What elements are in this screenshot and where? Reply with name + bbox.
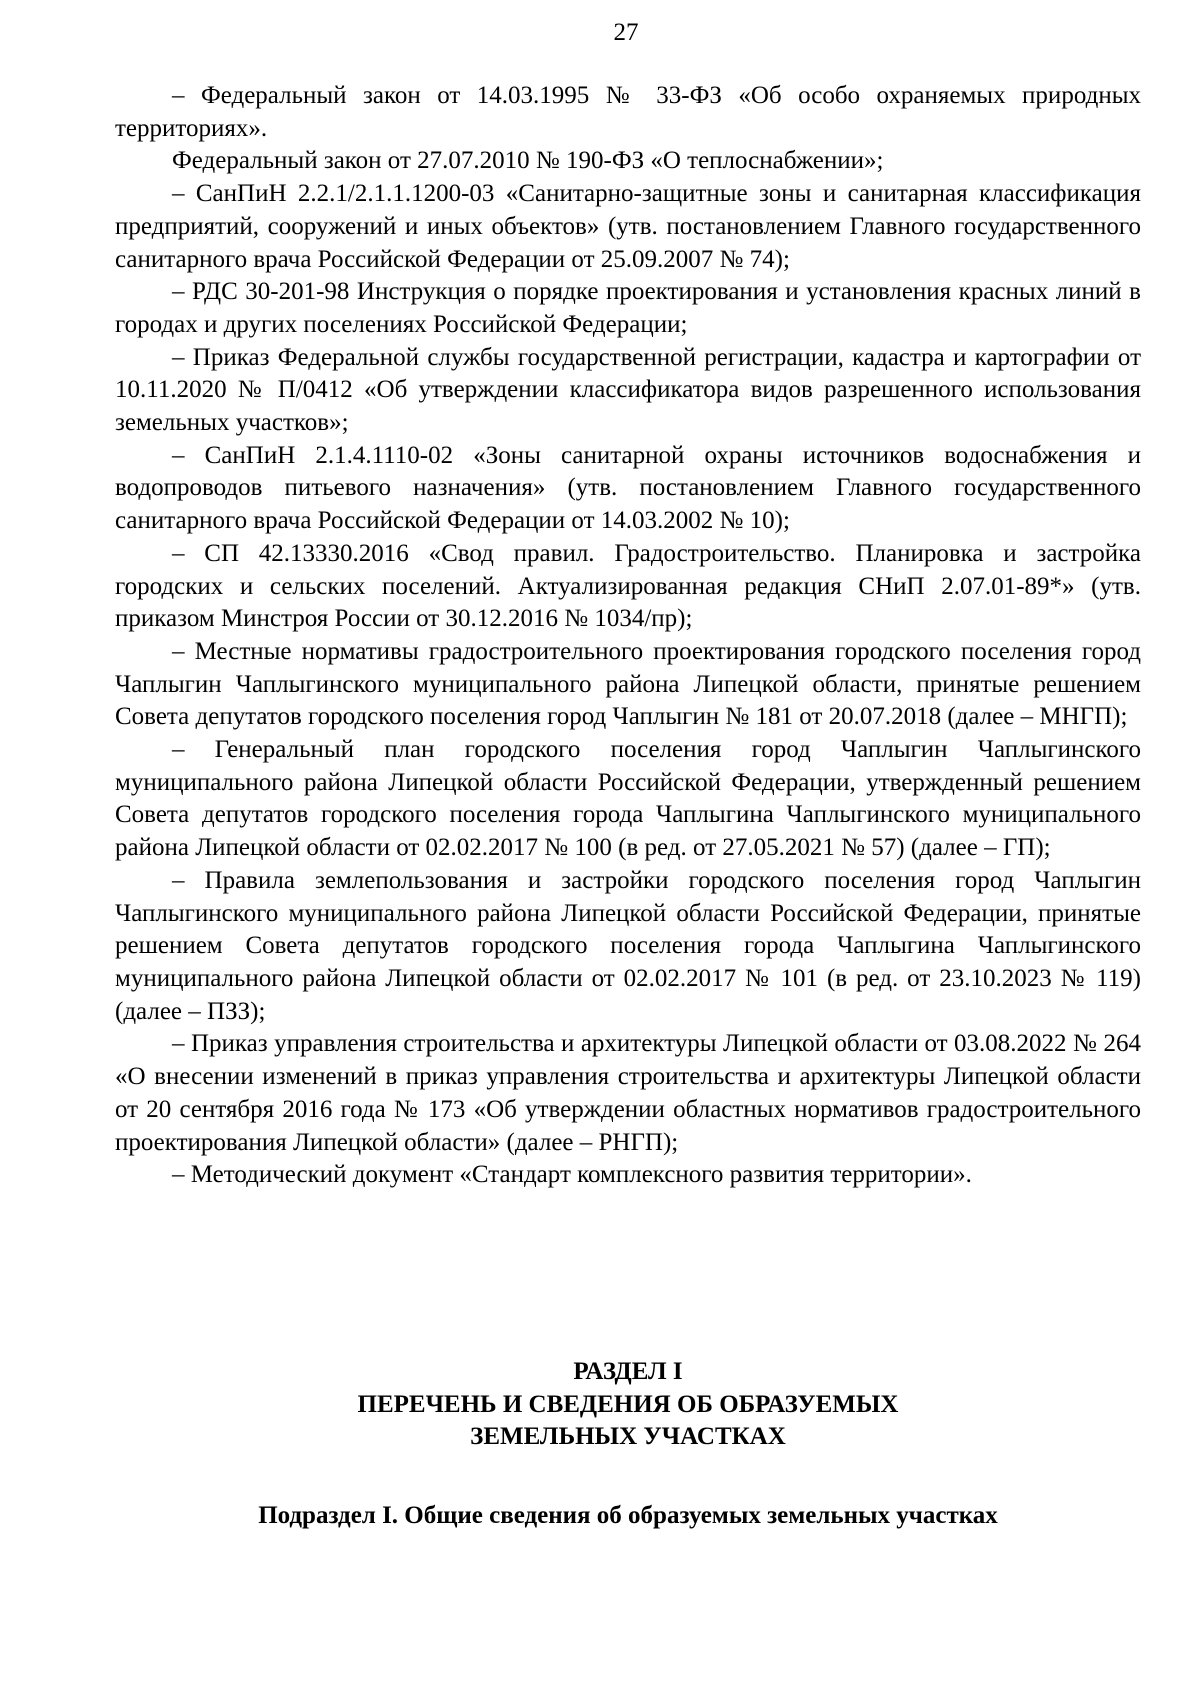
paragraph-mngp: – Местные нормативы градостроительного проектирования городского поселения город Чаплыгин Чаплыгинского муниципального района Липецкой области, принятые решением Совета депутатов городского поселения город Чаплыгин № 181 от 20.07.2018 (далее – МНГП);	[115, 637, 1141, 731]
paragraph-sp-42-13330: – СП 42.13330.2016 «Свод правил. Градостроительство. Планировка и застройка городских и сельских поселений. Актуализированная редакция СНиП 2.07.01-89*» (утв. приказом Минстроя России от 30.12.2016 № 1034/пр);	[115, 539, 1141, 633]
paragraph-pzz: – Правила землепользования и застройки городского поселения город Чаплыгин Чаплыгинского муниципального района Липецкой области Российской Федерации, принятые решением Совета депутатов городского поселения города Чаплыгина Чаплыгинского муниципального района Липецкой области от 02.02.2017 № 101 (в ред. от 23.10.2023 № 119) (далее – ПЗЗ);	[115, 866, 1141, 1025]
section-title-line-2: ПЕРЕЧЕНЬ И СВЕДЕНИЯ ОБ ОБРАЗУЕМЫХ	[357, 1390, 899, 1418]
paragraph-sanpin-1110-02: – СанПиН 2.1.4.1110-02 «Зоны санитарной охраны источников водоснабжения и водопроводов питьевого назначения» (утв. постановлением Главного государственного санитарного врача Российской Федерации от 14.03.2002 № 10);	[115, 441, 1141, 535]
paragraph-federal-law-190fz: Федеральный закон от 27.07.2010 № 190-ФЗ «О теплоснабжении»;	[172, 147, 884, 175]
paragraph-sanpin-1200-03: – СанПиН 2.2.1/2.1.1.1200-03 «Санитарно-защитные зоны и санитарная классификация предприятий, сооружений и иных объектов» (утв. постановлением Главного государственного санитарного врача Российской Федерации от 25.09.2007 № 74);	[115, 180, 1141, 273]
paragraph-general-plan: – Генеральный план городского поселения город Чаплыгин Чаплыгинского муниципального района Липецкой области Российской Федерации, утвержденный решением Совета депутатов городского поселения города Чаплыгина Чаплыгинского муниципального района Липецкой области от 02.02.2017 № 100 (в ред. от 27.05.2021 № 57) (далее – ГП);	[115, 736, 1141, 862]
paragraph-rds-30-201-98: – РДС 30-201-98 Инструкция о порядке проектирования и установления красных линий в городах и других поселениях Российской Федерации;	[115, 278, 1141, 338]
paragraph-federal-law-33fz: – Федеральный закон от 14.03.1995 № 33-ФЗ «Об особо охраняемых природных территориях».	[115, 82, 1141, 142]
paragraph-krt-standard: – Методический документ «Стандарт комплексного развития территории».	[172, 1161, 972, 1189]
subsection-heading: Подраздел I. Общие сведения об образуемых земельных участках	[258, 1502, 998, 1529]
page-number: 27	[613, 19, 639, 46]
paragraph-rngp: – Приказ управления строительства и архитектуры Липецкой области от 03.08.2022 № 264 «О внесении изменений в приказ управления строительства и архитектуры Липецкой области от 20 сентября 2016 года № 173 «Об утверждении областных нормативов градостроительного проектирования Липецкой области» (далее – РНГП);	[115, 1030, 1141, 1156]
section-heading	[115, 1356, 1141, 1454]
paragraph-rosreestr-order: – Приказ Федеральной службы государственной регистрации, кадастра и картографии от 10.11.2020 № П/0412 «Об утверждении классификатора видов разрешенного использования земельных участков»;	[115, 343, 1141, 437]
regulation-list	[115, 80, 1141, 1192]
section-title-line-1: РАЗДЕЛ I	[573, 1358, 683, 1385]
section-title-line-3: ЗЕМЕЛЬНЫХ УЧАСТКАХ	[470, 1423, 786, 1451]
